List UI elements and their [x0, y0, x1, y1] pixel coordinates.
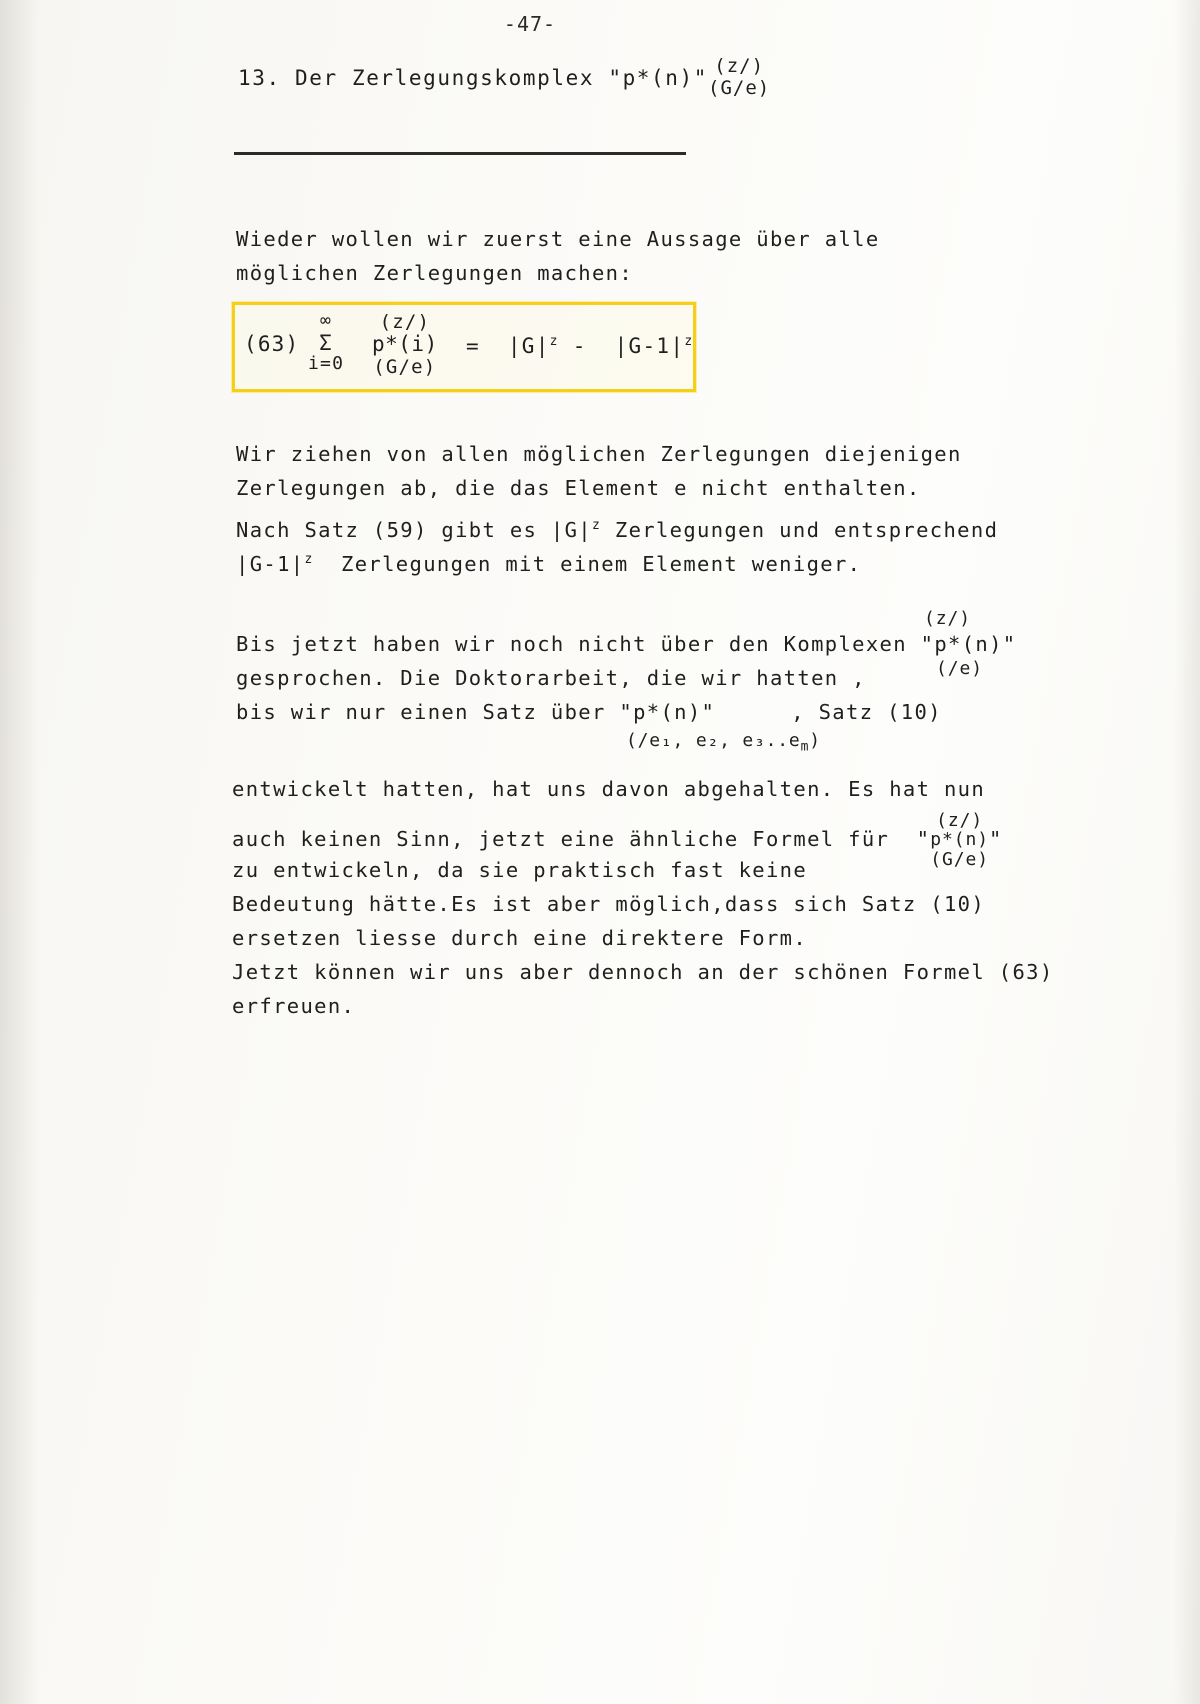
page-number: -47- — [503, 12, 557, 36]
paragraph-3-line-3 — [236, 700, 942, 724]
paragraph-2-line-2a: |G-1| — [236, 552, 305, 576]
paragraph-4-line-5: ersetzen liesse durch eine direktere Form. — [232, 926, 808, 950]
paragraph-3-komplex: "p*(n)" — [920, 632, 1017, 656]
paragraph-2-line-1a: Nach Satz (59) gibt es |G| — [236, 518, 592, 542]
paragraph-4-line-3: zu entwickeln, da sie praktisch fast keine — [232, 858, 808, 882]
paragraph-4-line-1: entwickelt hatten, hat uns davon abgehalten. Es hat nun — [232, 777, 986, 801]
sum-lower-limit: i=0 — [308, 352, 345, 374]
intro-line-2: möglichen Zerlegungen machen: — [236, 261, 634, 285]
paragraph-3-subscript-m: m — [800, 739, 810, 755]
sum-upper-limit: ∞ — [320, 310, 333, 331]
paragraph-3-line-3b: , Satz (10) — [791, 700, 942, 724]
intro-line-1: Wieder wollen wir zuerst eine Aussage über alle — [236, 227, 880, 251]
paragraph-4-line-4: Bedeutung hätte.Es ist aber möglich,dass sich Satz (10) — [232, 892, 986, 916]
formula-exponent-2: z — [684, 334, 694, 349]
formula-right-hand-side: = $|G|^z - |G-1|^z$ — [466, 334, 694, 358]
heading-fraction — [708, 57, 770, 99]
horizontal-rule — [234, 152, 686, 155]
paragraph-4-line-2b: " — [988, 827, 1003, 852]
paragraph-4-line-6: Jetzt können wir uns aber dennoch an der schönen Formel (63) — [232, 960, 1054, 984]
paragraph-2-line-2b: Zerlegungen mit einem Element weniger. — [313, 552, 862, 576]
paragraph-2-line-1 — [236, 518, 998, 542]
summation-symbol — [308, 312, 344, 374]
paragraph-3-line-1-text: Bis jetzt haben wir noch nicht über den Komplexen — [236, 632, 907, 656]
paragraph-3-fraction-bottom: (/e) — [936, 658, 983, 679]
formula-63 — [244, 306, 714, 384]
formula-number: (63) — [244, 332, 300, 356]
paragraph-1-line-2: Zerlegungen ab, die das Element e nicht enthalten. — [236, 476, 921, 500]
formula-exponent-1: z — [549, 334, 559, 349]
paragraph-3-subscript-group — [626, 730, 821, 755]
paragraph-2-exponent-1: z — [592, 518, 602, 534]
formula-term-top: (z/) — [379, 311, 431, 333]
paragraph-3-line-1 — [236, 632, 1016, 656]
paragraph-2-line-1b: Zerlegungen und entsprechend — [601, 518, 999, 542]
paragraph-2-line-2 — [236, 552, 861, 576]
paragraph-2-exponent-2: z — [304, 552, 314, 568]
section-heading-text: 13. Der Zerlegungskomplex "p*(n)" — [238, 65, 709, 90]
section-heading — [238, 55, 771, 100]
paragraph-4-line-2a: auch keinen Sinn, jetzt eine ähnliche Formel für " — [232, 827, 931, 852]
paragraph-3-subscript-text: (/e₁, e₂, e₃..e — [626, 730, 801, 751]
paragraph-3-fraction-top: (z/) — [924, 608, 971, 629]
paragraph-3-line-3a: bis wir nur einen Satz über "p*(n)" — [236, 700, 716, 724]
heading-fraction-top: (z/) — [714, 55, 765, 77]
paragraph-4-fraction-bottom: (G/e) — [930, 848, 989, 870]
paragraph-4-fraction-top: (z/) — [936, 810, 984, 831]
paragraph-1-line-1: Wir ziehen von allen möglichen Zerlegungen diejenigen — [236, 442, 962, 466]
formula-term-bottom: (G/e) — [373, 355, 437, 378]
paragraph-3-line-2: gesprochen. Die Doktorarbeit, die wir hatten , — [236, 666, 866, 690]
paragraph-4-fraction-mid: p*(n) — [930, 829, 989, 851]
formula-term-main: p*(i) — [372, 332, 438, 357]
formula-term — [372, 312, 438, 378]
paragraph-3-subscript-close: ) — [809, 730, 821, 751]
heading-fraction-bottom: (G/e) — [708, 76, 771, 99]
paragraph-4-fraction — [930, 811, 989, 869]
paragraph-4-line-7: erfreuen. — [232, 994, 356, 1018]
sum-sigma: Σ — [319, 330, 333, 355]
